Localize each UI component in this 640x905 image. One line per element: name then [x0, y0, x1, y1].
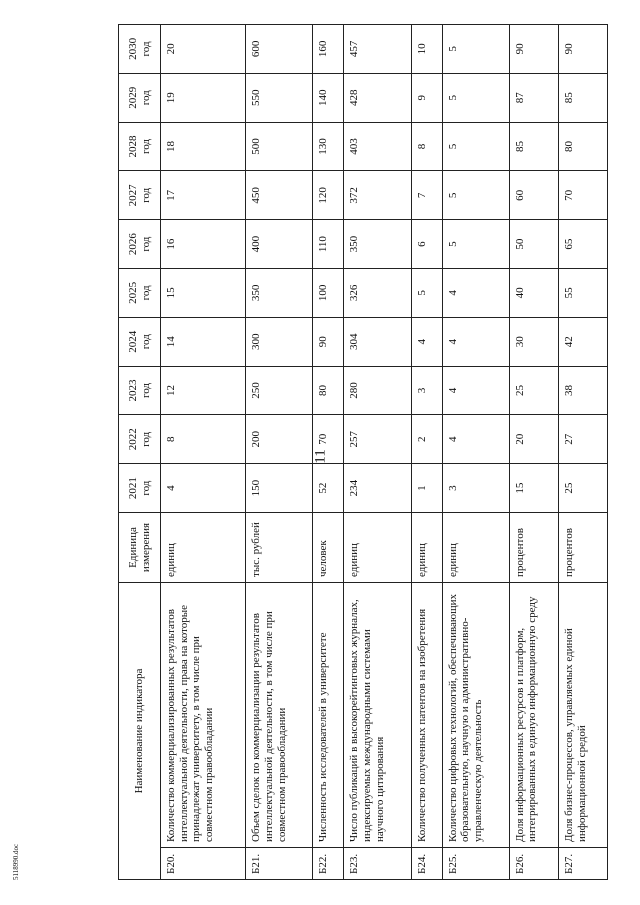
value-cell: 30 — [509, 317, 558, 366]
header-year: 2027 год — [119, 171, 161, 220]
table-row — [161, 25, 246, 880]
page-number: 11 — [312, 449, 329, 464]
value-cell: 160 — [313, 25, 344, 74]
value-cell: 350 — [344, 220, 411, 269]
value-cell: 100 — [313, 269, 344, 318]
value-cell: 80 — [313, 366, 344, 415]
header-year: 2028 год — [119, 122, 161, 171]
header-year: 2030 год — [119, 25, 161, 74]
value-cell: 7 — [411, 171, 442, 220]
value-cell: 12 — [161, 366, 246, 415]
value-cell: 428 — [344, 73, 411, 122]
header-indicator-name: Наименование индикатора — [119, 582, 161, 879]
table-row — [411, 25, 442, 880]
value-cell: 87 — [509, 73, 558, 122]
footer-document-code: 5118990.doc — [12, 843, 20, 880]
unit-cell: единиц — [161, 512, 246, 582]
indicator-name: Численность исследователей в университете — [313, 582, 344, 847]
rotated-table-container — [118, 25, 608, 880]
indicator-code: Б21. — [246, 848, 313, 880]
value-cell: 4 — [161, 464, 246, 513]
value-cell: 20 — [509, 415, 558, 464]
value-cell: 400 — [246, 220, 313, 269]
table-row — [442, 25, 509, 880]
value-cell: 280 — [344, 366, 411, 415]
indicator-name: Количество коммерциализированных результатов интеллектуальной деятельности, права на которые принадлежат университету, в том числе при совместном правообладании — [161, 582, 246, 847]
header-unit: Единица измерения — [119, 512, 161, 582]
indicator-code: Б24. — [411, 848, 442, 880]
value-cell: 80 — [558, 122, 607, 171]
unit-cell: человек — [313, 512, 344, 582]
table-row — [509, 25, 558, 880]
table-body — [161, 25, 608, 880]
value-cell: 8 — [411, 122, 442, 171]
table-row — [558, 25, 607, 880]
table-header-row — [119, 25, 161, 880]
value-cell: 4 — [411, 317, 442, 366]
value-cell: 4 — [442, 415, 509, 464]
value-cell: 50 — [509, 220, 558, 269]
value-cell: 27 — [558, 415, 607, 464]
indicator-name: Количество цифровых технологий, обеспечивающих образовательную, научную и административно-управленческую деятельность — [442, 582, 509, 847]
value-cell: 5 — [442, 25, 509, 74]
value-cell: 403 — [344, 122, 411, 171]
value-cell: 40 — [509, 269, 558, 318]
unit-cell: тыс. рублей — [246, 512, 313, 582]
table-row — [246, 25, 313, 880]
header-year: 2024 год — [119, 317, 161, 366]
indicators-table — [118, 24, 608, 880]
value-cell: 120 — [313, 171, 344, 220]
indicator-name: Количество полученных патентов на изобретения — [411, 582, 442, 847]
indicator-code: Б25. — [442, 848, 509, 880]
value-cell: 457 — [344, 25, 411, 74]
value-cell: 38 — [558, 366, 607, 415]
value-cell: 85 — [558, 73, 607, 122]
value-cell: 600 — [246, 25, 313, 74]
value-cell: 52 — [313, 464, 344, 513]
value-cell: 90 — [313, 317, 344, 366]
indicator-name: Объем сделок по коммерциализации результатов интеллектуальной деятельности, в том числе при совместном правообладании — [246, 582, 313, 847]
value-cell: 5 — [442, 220, 509, 269]
indicator-name: Число публикаций в высокорейтинговых журналах, индексируемых международными системами научного цитирования — [344, 582, 411, 847]
value-cell: 5 — [442, 122, 509, 171]
value-cell: 304 — [344, 317, 411, 366]
value-cell: 500 — [246, 122, 313, 171]
value-cell: 234 — [344, 464, 411, 513]
value-cell: 17 — [161, 171, 246, 220]
value-cell: 5 — [411, 269, 442, 318]
value-cell: 450 — [246, 171, 313, 220]
value-cell: 55 — [558, 269, 607, 318]
unit-cell: единиц — [411, 512, 442, 582]
value-cell: 70 — [313, 415, 344, 464]
value-cell: 15 — [509, 464, 558, 513]
value-cell: 200 — [246, 415, 313, 464]
table-row — [313, 25, 344, 880]
value-cell: 6 — [411, 220, 442, 269]
header-year: 2029 год — [119, 73, 161, 122]
value-cell: 8 — [161, 415, 246, 464]
indicator-code: Б23. — [344, 848, 411, 880]
value-cell: 550 — [246, 73, 313, 122]
value-cell: 5 — [442, 73, 509, 122]
value-cell: 10 — [411, 25, 442, 74]
unit-cell: единиц — [442, 512, 509, 582]
indicator-code: Б20. — [161, 848, 246, 880]
value-cell: 2 — [411, 415, 442, 464]
unit-cell: процентов — [558, 512, 607, 582]
value-cell: 130 — [313, 122, 344, 171]
header-year: 2021 год — [119, 464, 161, 513]
value-cell: 25 — [509, 366, 558, 415]
value-cell: 65 — [558, 220, 607, 269]
table-row — [344, 25, 411, 880]
indicator-code: Б26. — [509, 848, 558, 880]
indicator-code: Б27. — [558, 848, 607, 880]
value-cell: 90 — [558, 25, 607, 74]
value-cell: 70 — [558, 171, 607, 220]
value-cell: 4 — [442, 366, 509, 415]
value-cell: 110 — [313, 220, 344, 269]
value-cell: 257 — [344, 415, 411, 464]
value-cell: 372 — [344, 171, 411, 220]
value-cell: 85 — [509, 122, 558, 171]
value-cell: 18 — [161, 122, 246, 171]
value-cell: 16 — [161, 220, 246, 269]
value-cell: 250 — [246, 366, 313, 415]
value-cell: 4 — [442, 269, 509, 318]
header-year: 2023 год — [119, 366, 161, 415]
header-year: 2025 год — [119, 269, 161, 318]
indicator-name: Доля информационных ресурсов и платформ, интегрированных в единую информационную среду — [509, 582, 558, 847]
value-cell: 60 — [509, 171, 558, 220]
header-year: 2026 год — [119, 220, 161, 269]
value-cell: 15 — [161, 269, 246, 318]
value-cell: 5 — [442, 171, 509, 220]
indicator-name: Доля бизнес-процессов, управляемых единой информационной средой — [558, 582, 607, 847]
value-cell: 150 — [246, 464, 313, 513]
value-cell: 300 — [246, 317, 313, 366]
value-cell: 19 — [161, 73, 246, 122]
value-cell: 3 — [411, 366, 442, 415]
value-cell: 1 — [411, 464, 442, 513]
indicator-code: Б22. — [313, 848, 344, 880]
value-cell: 42 — [558, 317, 607, 366]
value-cell: 4 — [442, 317, 509, 366]
value-cell: 140 — [313, 73, 344, 122]
value-cell: 90 — [509, 25, 558, 74]
value-cell: 9 — [411, 73, 442, 122]
unit-cell: процентов — [509, 512, 558, 582]
value-cell: 20 — [161, 25, 246, 74]
unit-cell: единиц — [344, 512, 411, 582]
value-cell: 14 — [161, 317, 246, 366]
value-cell: 350 — [246, 269, 313, 318]
value-cell: 3 — [442, 464, 509, 513]
value-cell: 326 — [344, 269, 411, 318]
value-cell: 25 — [558, 464, 607, 513]
header-year: 2022 год — [119, 415, 161, 464]
